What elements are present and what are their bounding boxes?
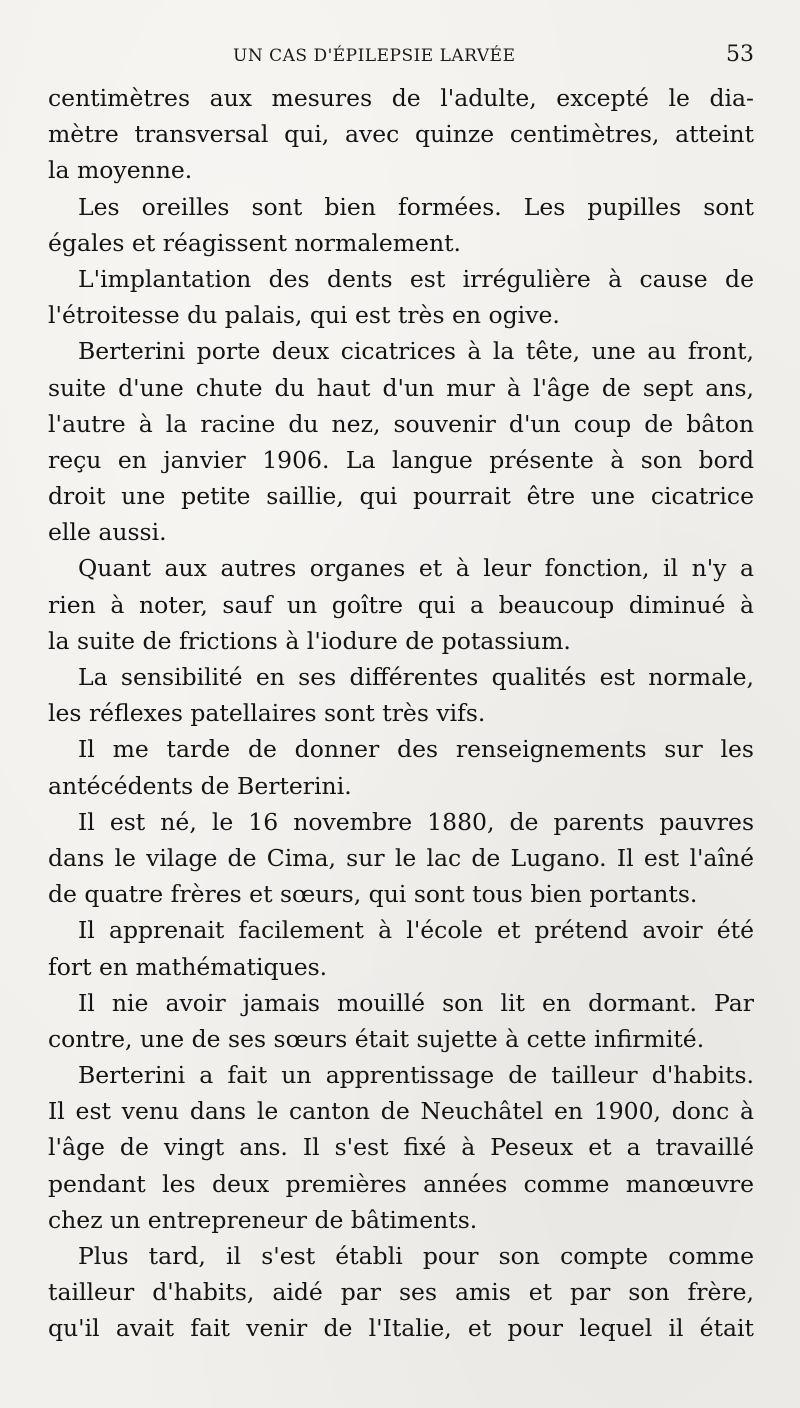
text-line: Il apprenait facilement à l'école et prétend avoir été [78, 916, 754, 945]
text-line: égales et réagissent normalement. [48, 228, 461, 257]
text-line: Berterini porte deux cicatrices à la tête, une au front, [78, 337, 754, 366]
text-line: mètre transversal qui, avec quinze centimètres, atteint [48, 120, 754, 149]
text-line: suite d'une chute du haut d'un mur à l'âge de sept ans, [48, 373, 754, 402]
body-text [48, 80, 754, 1347]
text-line: contre, une de ses sœurs était sujette à cette infirmité. [48, 1024, 705, 1053]
text-line: droit une petite saillie, qui pourrait être une cicatrice [48, 482, 754, 511]
text-line: l'étroitesse du palais, qui est très en ogive. [48, 301, 560, 330]
running-title: UN CAS D'ÉPILEPSIE LARVÉE [233, 46, 516, 66]
text-line: Il me tarde de donner des renseignements sur les [78, 735, 754, 764]
page-number: 53 [726, 42, 754, 67]
text-line: reçu en janvier 1906. La langue présente à son bord [48, 445, 754, 474]
text-line: Quant aux autres organes et à leur fonction, il n'y a [78, 554, 754, 583]
text-line: antécédents de Berterini. [48, 771, 352, 800]
text-line: la suite de frictions à l'iodure de potassium. [48, 626, 571, 655]
text-line: les réflexes patellaires sont très vifs. [48, 699, 486, 728]
text-line: elle aussi. [48, 518, 167, 547]
text-line: l'âge de vingt ans. Il s'est fixé à Peseux et a travaillé [48, 1133, 754, 1162]
text-line: Il nie avoir jamais mouillé son lit en dormant. Par [78, 988, 754, 1017]
text-line: tailleur d'habits, aidé par ses amis et par son frère, [48, 1278, 754, 1307]
text-line: pendant les deux premières années comme manœuvre [48, 1169, 754, 1198]
text-line: chez un entrepreneur de bâtiments. [48, 1205, 478, 1234]
text-line: Il est venu dans le canton de Neuchâtel en 1900, donc à [48, 1097, 754, 1126]
text-line: La sensibilité en ses différentes qualités est normale, [78, 663, 754, 691]
text-line: Il est né, le 16 novembre 1880, de parents pauvres [78, 807, 754, 836]
text-line: la moyenne. [48, 156, 193, 185]
text-line: dans le vilage de Cima, sur le lac de Lugano. Il est l'aîné [48, 843, 754, 872]
text-line: Les oreilles sont bien formées. Les pupilles sont [78, 192, 754, 221]
text-line: Berterini a fait un apprentissage de tailleur d'habits. [78, 1061, 754, 1090]
text-line: l'autre à la racine du nez, souvenir d'un coup de bâton [48, 409, 754, 438]
text-line: qu'il avait fait venir de l'Italie, et pour lequel il était [48, 1314, 754, 1343]
running-header [48, 42, 754, 76]
text-line: Plus tard, il s'est établi pour son compte comme [78, 1242, 754, 1270]
text-line: fort en mathématiques. [48, 952, 328, 981]
text-line: de quatre frères et sœurs, qui sont tous bien portants. [48, 880, 698, 909]
text-line: L'implantation des dents est irrégulière à cause de [78, 264, 754, 293]
text-line: centimètres aux mesures de l'adulte, excepté le dia- [48, 84, 754, 112]
text-line: rien à noter, sauf un goître qui a beaucoup diminué à [48, 590, 754, 619]
